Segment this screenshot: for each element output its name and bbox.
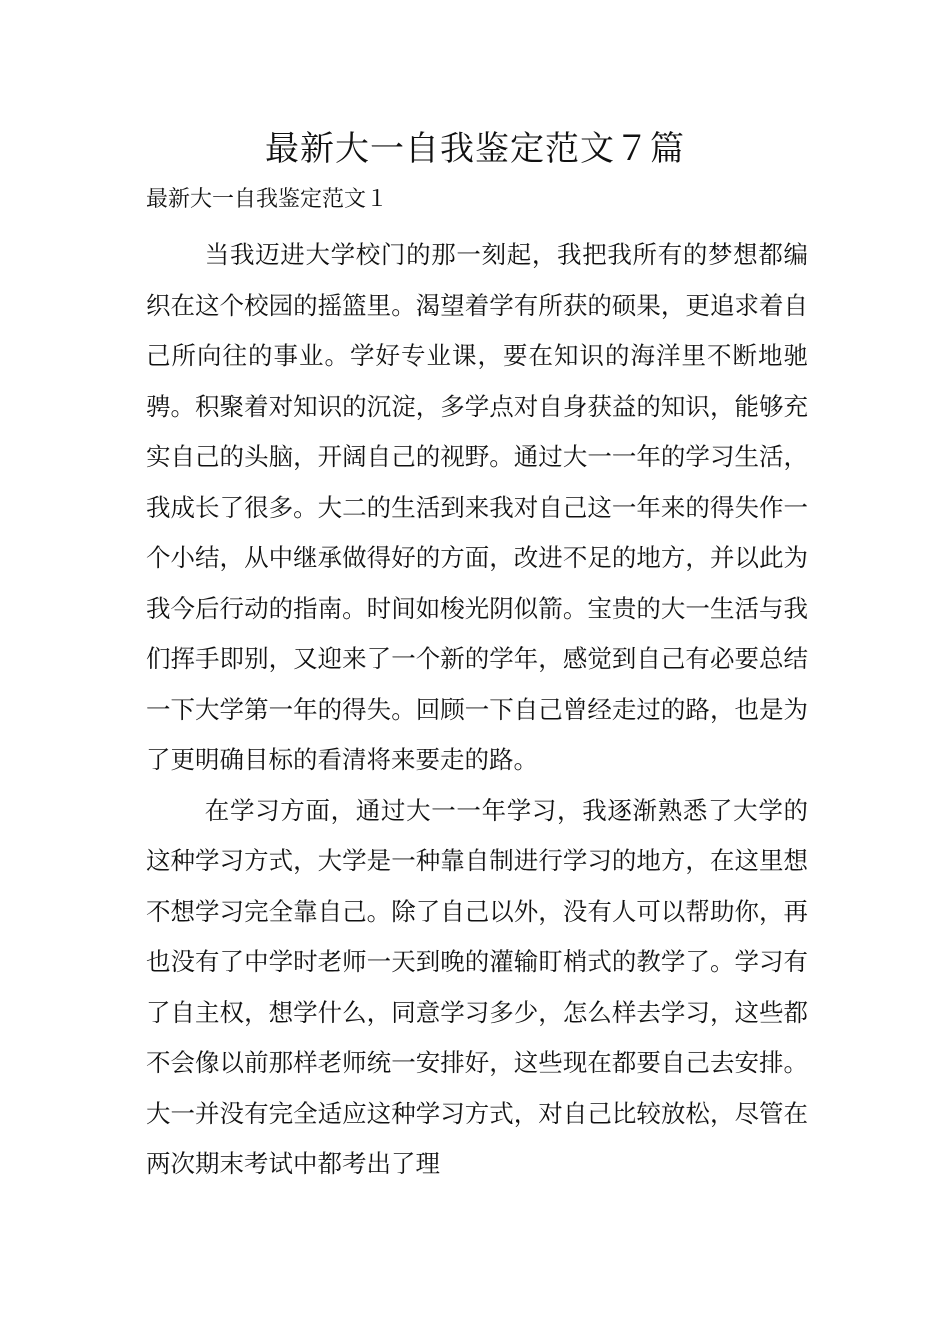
paragraph: 当我迈进大学校门的那一刻起，我把我所有的梦想都编织在这个校园的摇篮里。渴望着学有所获的硕果，更追求着自己所向往的事业。学好专业课，要在知识的海洋里不断地驰骋。积聚着对知识的沉淀，多学点对自身获益的知识，能够充实自己的头脑，开阔自己的视野。通过大一一年的学习生活，我成长了很多。大二的生活到来我对自己这一年来的得失作一个小结，从中继承做得好的方面，改进不足的地方，并以此为我今后行动的指南。时间如梭光阴似箭。宝贵的大一生活与我们挥手即别，又迎来了一个新的学年，感觉到自己有必要总结一下大学第一年的得失。回顾一下自己曾经走过的路，也是为了更明确目标的看清将来要走的路。 <box>146 240 808 774</box>
document-body <box>146 230 808 1190</box>
paragraph: 在学习方面，通过大一一年学习，我逐渐熟悉了大学的这种学习方式，大学是一种靠自制进行学习的地方，在这里想不想学习完全靠自己。除了自己以外，没有人可以帮助你，再也没有了中学时老师一天到晚的灌输盯梢式的教学了。学习有了自主权，想学什么，同意学习多少，怎么样去学习，这些都不会像以前那样老师统一安排好，这些现在都要自己去安排。大一并没有完全适应这种学习方式，对自己比较放松，尽管在两次期末考试中都考出了理 <box>146 795 808 1178</box>
document-title: 最新大一自我鉴定范文７篇 <box>265 129 685 169</box>
section-heading: 最新大一自我鉴定范文１ <box>146 187 389 212</box>
